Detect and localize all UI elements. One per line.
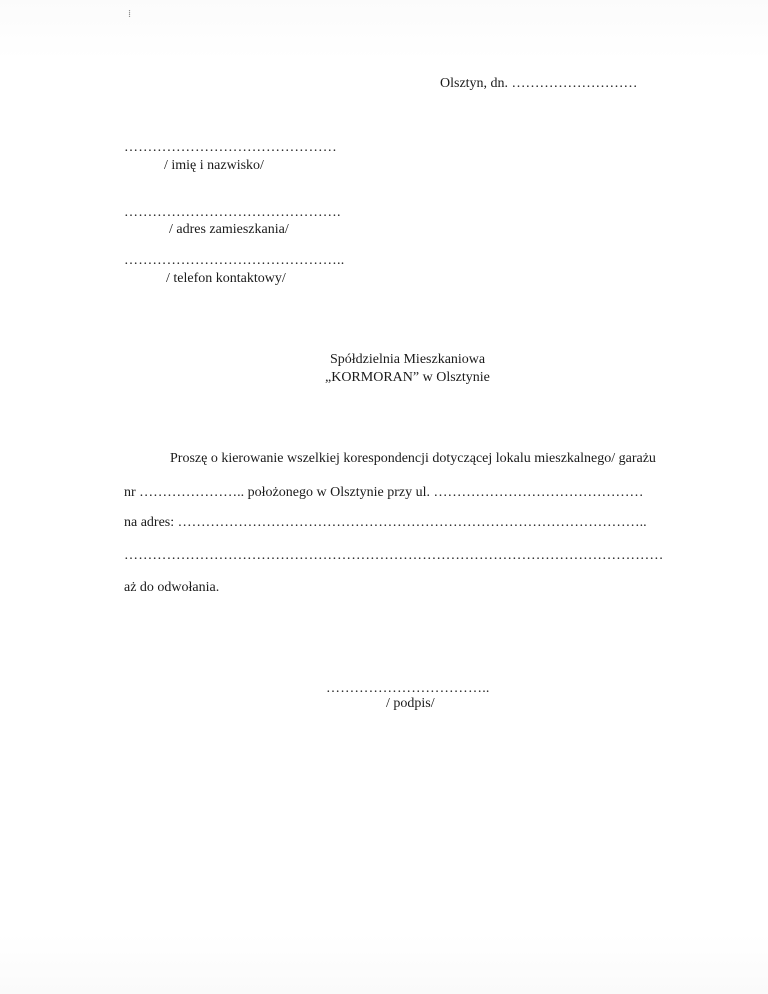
name-label: / imię i nazwisko/: [164, 158, 264, 173]
signature-dotted-line: ……………………………..: [326, 681, 490, 696]
name-dotted-line: ………………………………………: [124, 140, 337, 155]
recipient-line-1: Spółdzielnia Mieszkaniowa: [330, 352, 486, 367]
address-continuation-line: ……………………………………………………………………………………………………: [124, 548, 664, 563]
address-dotted-line: ……………………………………….: [124, 205, 341, 220]
address-label: / adres zamieszkania/: [169, 222, 289, 237]
correspondence-address-line: na adres: ………………………………………………………………………………………..: [124, 515, 647, 530]
scan-artifact-mark: ⁞: [128, 8, 132, 20]
phone-dotted-line: ………………………………………..: [124, 253, 345, 268]
phone-label: / telefon kontaktowy/: [166, 271, 286, 286]
recipient-line-2: „KORMORAN” w Olsztynie: [325, 370, 490, 385]
premises-number-street-line: nr ………………….. położonego w Olsztynie przy ul. ………………………………………: [124, 485, 644, 500]
until-revoked-text: aż do odwołania.: [124, 580, 220, 595]
place-date-line: Olsztyn, dn. ………………………: [440, 76, 638, 91]
signature-label: / podpis/: [386, 696, 435, 711]
request-sentence: Proszę o kierowanie wszelkiej korespondencji dotyczącej lokalu mieszkalnego/ garażu: [170, 451, 656, 466]
